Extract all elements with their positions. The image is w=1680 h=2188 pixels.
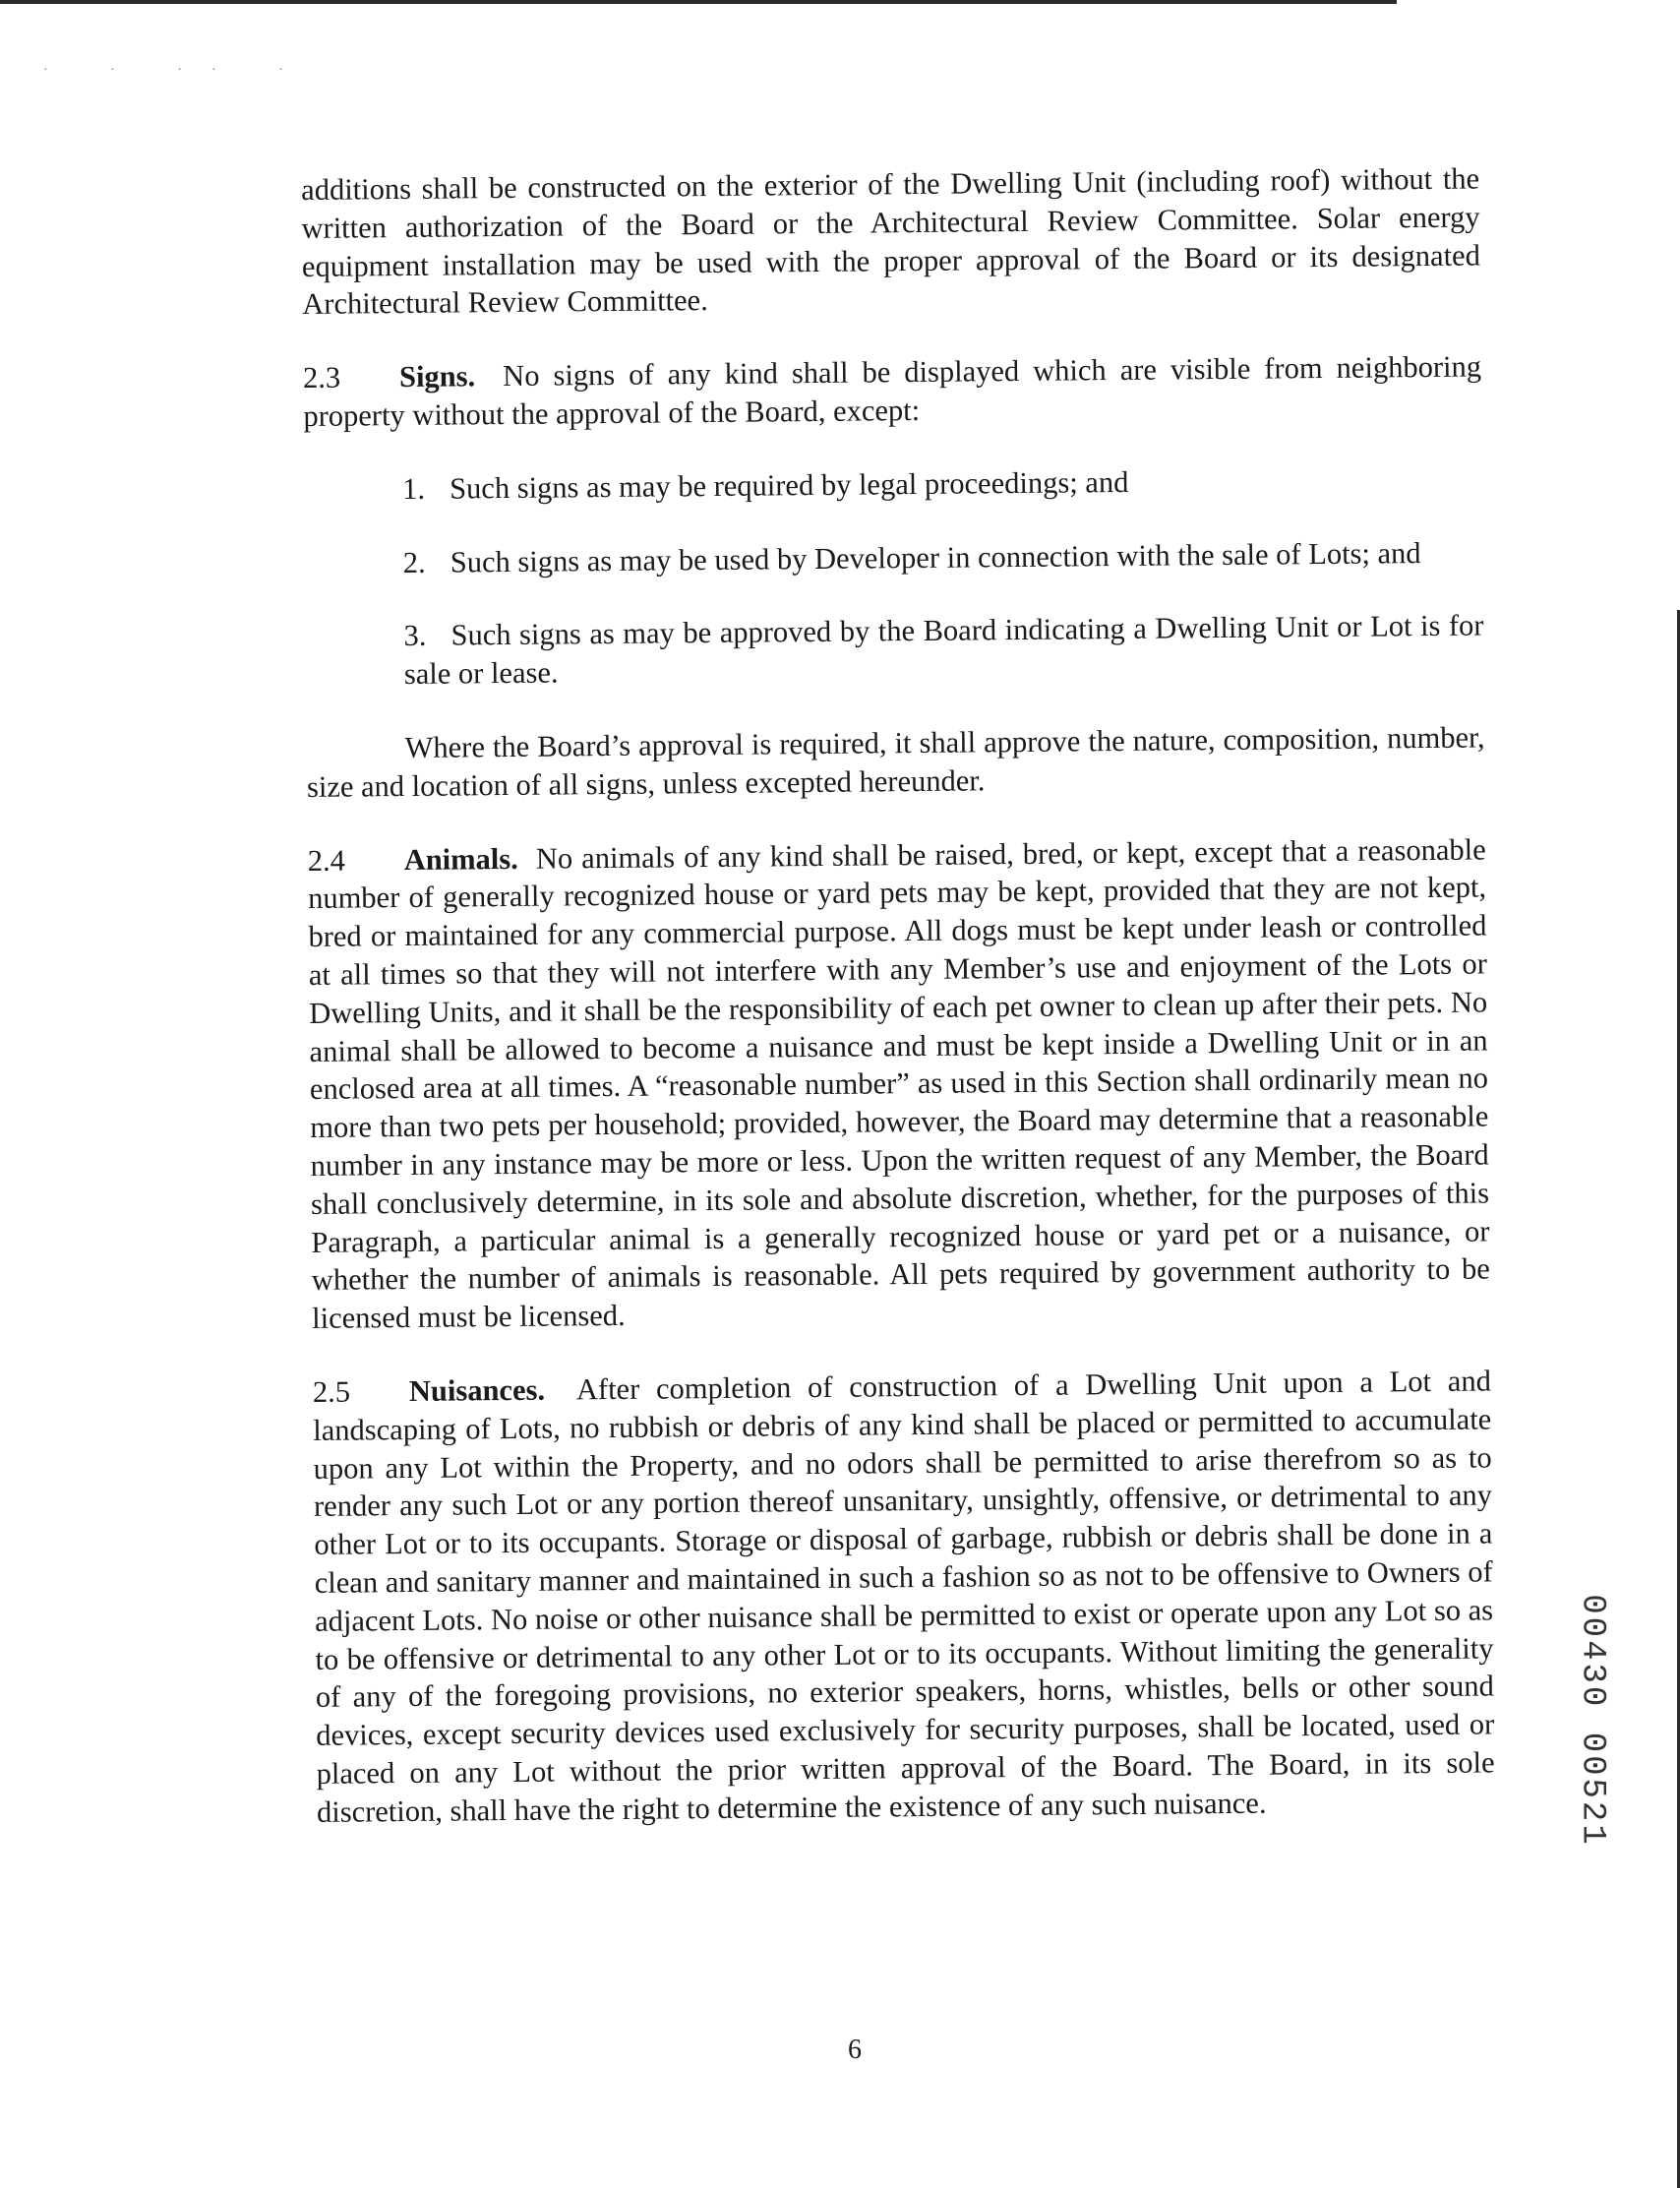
section-animals bbox=[308, 830, 1491, 1338]
scan-specks: · · ·· · bbox=[43, 63, 313, 78]
section-title: Animals. bbox=[403, 841, 518, 877]
list-item bbox=[403, 533, 1483, 581]
list-text: Such signs as may be used by Developer in connection with the sale of Lots; and bbox=[450, 535, 1421, 579]
list-number: 2. bbox=[402, 545, 426, 579]
intro-paragraph: additions shall be constructed on the exterior of the Dwelling Unit (including roof) without the written authorization of the Board or the Architectural Review Committee. Solar energy equipment installation may be used with the proper approval of the Board or its designated Architectural Review Committee. bbox=[301, 161, 1481, 322]
page-number: 6 bbox=[848, 2035, 862, 2065]
section-text: After completion of construction of a Dwelling Unit upon a Lot and landscaping of Lots, no rubbish or debris of any kind shall be placed or permitted to accumulate upon any Lot within the Property, and no odors shall be permitted to arise therefrom so as to render any such Lot or any portion thereof unsanitary, unsightly, offensive, or detrimental to any other Lot or to its occupants. Storage or disposal of garbage, rubbish or debris shall be done in a clean and sanitary manner and maintained in such a fashion so as not to be offensive to Owners of adjacent Lots. No noise or other nuisance shall be permitted to exist or operate upon any Lot so as to be offensive or detrimental to any other Lot or to its occupants. Without limiting the generality of any of the foregoing provisions, no exterior speakers, horns, whistles, bells or other sound devices, except security devices used exclusively for security purposes, shall be located, used or placed on any Lot without the prior written approval of the Board. The Board, in its sole discretion, shall have the right to determine the existence of any such nuisance. bbox=[313, 1364, 1495, 1829]
signs-closing-paragraph: Where the Board’s approval is required, it shall approve the nature, composition, number, size and location of all signs, unless excepted hereunder. bbox=[306, 720, 1485, 804]
section-nuisances bbox=[313, 1362, 1495, 1831]
section-text: No animals of any kind shall be raised, bred, or kept, except that a reasonable number of generally recognized house or yard pets may be kept, provided that they are not kept, bred or maintained for any commercial purpose. All dogs must be kept under leash or controlled at all times so that they will not interfere with any Member’s use and enjoyment of the Lots or Dwelling Units, and it shall be the responsibility of each pet owner to clean up after their pets. No animal shall be allowed to become a nuisance and must be kept inside a Dwelling Unit or in an enclosed area at all times. A “reasonable number” as used in this Section shall ordinarily mean no more than two pets per household; provided, however, the Board may determine that a reasonable number in any instance may be more or less. Upon the written request of any Member, the Board shall conclusively determine, in its sole and absolute discretion, whether, for the purposes of this Paragraph, a particular animal is a generally recognized house or yard pet or a nuisance, or whether the number of animals is reasonable. All pets required by government authority to be licensed must be licensed. bbox=[307, 832, 1490, 1336]
list-item bbox=[403, 607, 1484, 694]
list-text: Such signs as may be required by legal proceedings; and bbox=[449, 464, 1129, 506]
document-page bbox=[301, 160, 1495, 1867]
side-stamp-text: 00430 00521 bbox=[1573, 1594, 1611, 1848]
list-number: 1. bbox=[401, 471, 426, 506]
section-number: 2.4 bbox=[307, 843, 346, 878]
section-text: No signs of any kind shall be displayed which are visible from neighboring property without the approval of the Board, except: bbox=[303, 349, 1482, 433]
list-text: Such signs as may be approved by the Board indicating a Dwelling Unit or Lot is for sale or lease. bbox=[403, 608, 1484, 692]
section-number: 2.5 bbox=[312, 1374, 351, 1409]
section-number: 2.3 bbox=[302, 360, 341, 395]
section-title: Signs. bbox=[398, 359, 476, 395]
list-item bbox=[402, 459, 1482, 508]
scan-top-edge bbox=[0, 0, 1397, 4]
section-title: Nuisances. bbox=[408, 1372, 546, 1408]
side-stamp bbox=[1564, 1586, 1623, 1852]
list-number: 3. bbox=[403, 619, 427, 653]
section-signs bbox=[303, 348, 1482, 436]
